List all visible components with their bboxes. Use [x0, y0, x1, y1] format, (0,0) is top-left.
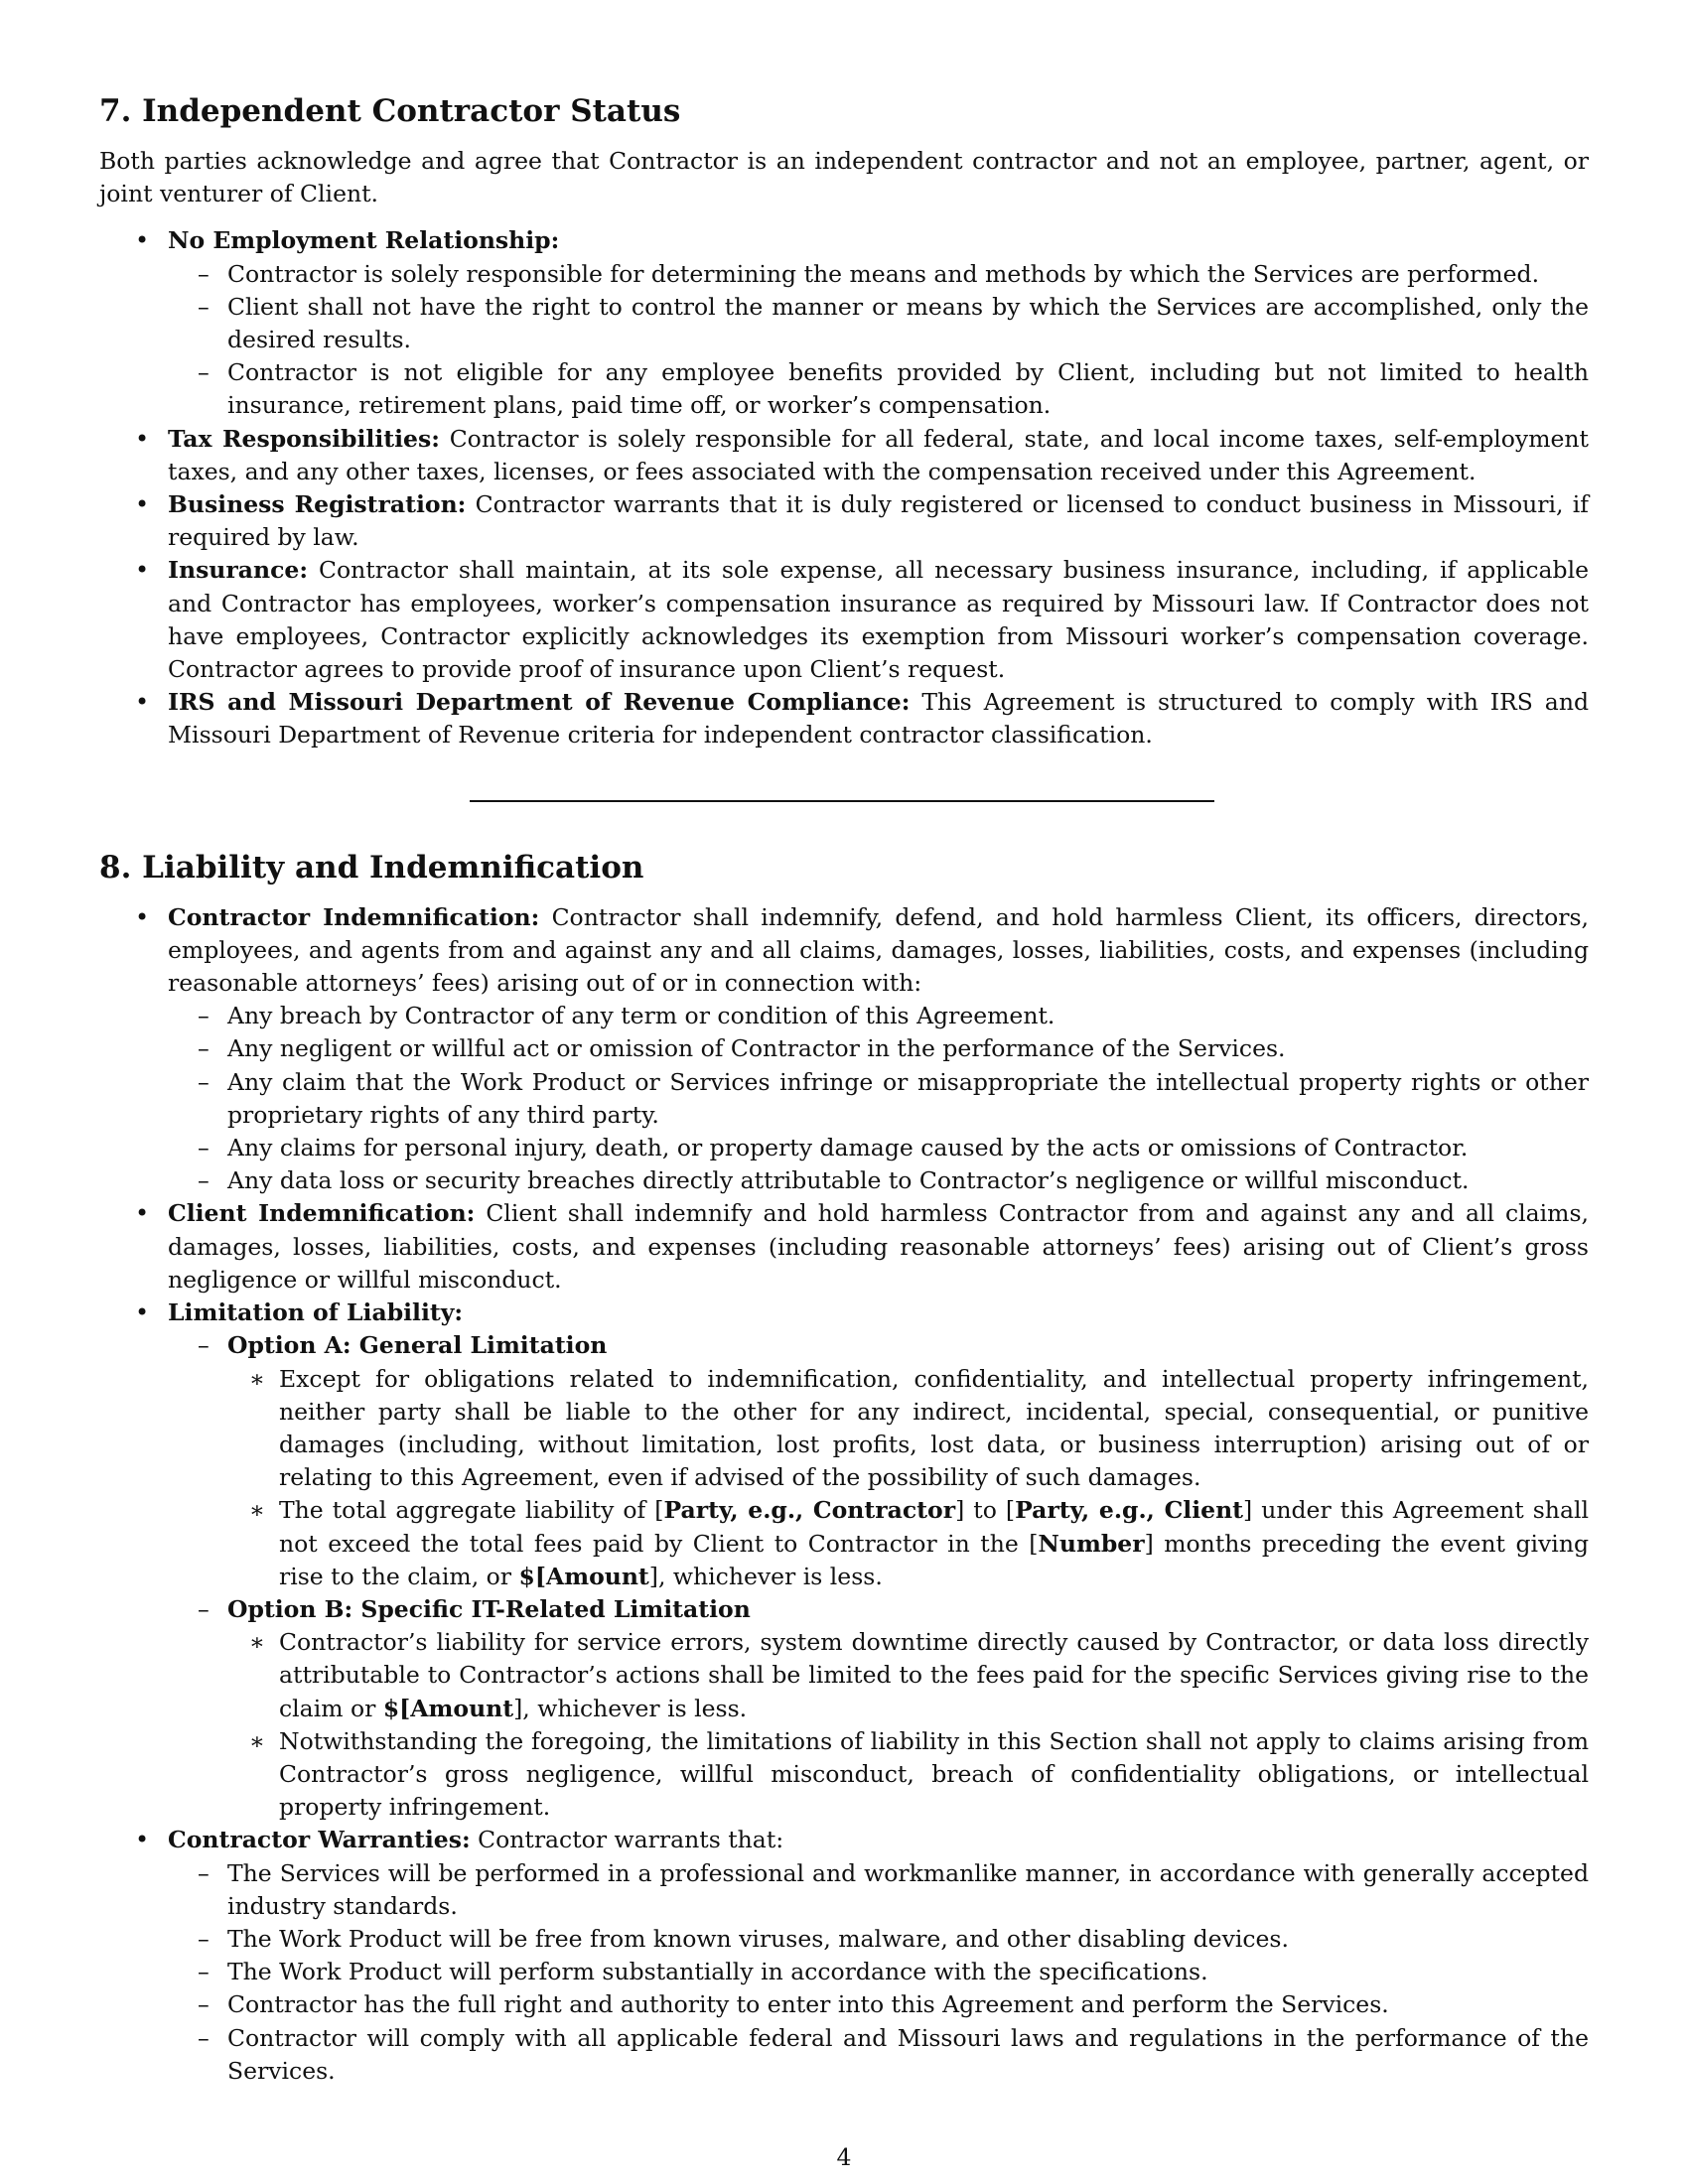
list-item	[99, 686, 1589, 751]
sub-sub-list-item: ∗ Notwithstanding the foregoing, the limitations of liability in this Section shall not apply to claims arising from Contractor’s gross negligence, willful misconduct, breach of confidentiality obligations, or intellectual property infringement.	[227, 1725, 1589, 1825]
sub-list-item: – Any breach by Contractor of any term or condition of this Agreement.	[168, 1000, 1589, 1032]
document-page	[99, 91, 1589, 2088]
item-label: IRS and Missouri Department of Revenue Compliance:	[168, 688, 911, 717]
item-label: Limitation of Liability:	[168, 1298, 464, 1327]
text-fragment: , whichever is less.	[522, 1694, 748, 1722]
sub-list	[168, 1329, 1589, 1824]
sub-sub-list-item: ∗ Contractor’s liability for service errors, system downtime directly caused by Contractor, or data loss directly attributable to Contractor’s actions shall be limited to the fees paid for the specific Services giving rise to the claim or $[Amount], whichever is less.	[227, 1626, 1589, 1725]
sub-sub-list-item: ∗ Except for obligations related to indemnification, confidentiality, and intellectual property infringement, neither party shall be liable to the other for any indirect, incidental, special, consequential, or punitive damages (including, without limitation, lost profits, lost data, or business interruption) arising out of or relating to this Agreement, even if advised of the possibility of such damages.	[227, 1363, 1589, 1495]
sub-list-item	[168, 1593, 1589, 1824]
item-text: Contractor shall maintain, at its sole expense, all necessary business insurance, including, if applicable and Contractor has employees, worker’s compensation insurance as required by Missouri law. If Contractor does not have employees, Contractor explicitly acknowledges its exemption from Missouri worker’s compensation coverage. Contractor agrees to provide proof of insurance upon Client’s request.	[168, 556, 1589, 684]
item-text: Contractor warrants that it is duly registered or licensed to conduct business in Missouri, if required by law.	[168, 490, 1589, 552]
option-a-label: Option A: General Limitation	[227, 1331, 608, 1360]
sub-list-item: – Contractor has the full right and authority to enter into this Agreement and perform the Services.	[168, 1988, 1589, 2021]
item-label: Client Indemnification:	[168, 1199, 476, 1228]
item-text: Contractor warrants that:	[478, 1826, 784, 1854]
placeholder-party-client: Party, e.g., Client	[1015, 1496, 1244, 1525]
sub-list-item: – The Work Product will perform substantially in accordance with the specifications.	[168, 1956, 1589, 1988]
sub-list-item: – Any data loss or security breaches directly attributable to Contractor’s negligence or willful misconduct.	[168, 1164, 1589, 1197]
list-item	[99, 488, 1589, 554]
section-7-list	[99, 224, 1589, 751]
item-text: Contractor shall indemnify, defend, and hold harmless Client, its officers, directors, employees, and agents from and against any and all claims, damages, losses, liabilities, costs, and expenses (including reasonable attorneys’ fees) arising out of or in connection with:	[168, 902, 1589, 998]
sub-list-item: – Any negligent or willful act or omission of Contractor in the performance of the Services.	[168, 1032, 1589, 1065]
text-fragment: months preceding the event giving rise to the claim, or	[279, 1529, 1589, 1590]
sub-list-item: – The Work Product will be free from known viruses, malware, and other disabling devices.	[168, 1923, 1589, 1956]
sub-list-item: – Contractor is solely responsible for determining the means and methods by which the Services are performed.	[168, 258, 1589, 291]
list-item	[99, 1297, 1589, 1824]
sub-list-item: – Contractor will comply with all applicable federal and Missouri laws and regulations in the performance of the Services.	[168, 2022, 1589, 2088]
sub-sub-list	[227, 1626, 1589, 1824]
list-item	[99, 554, 1589, 686]
item-text: This Agreement is structured to comply with IRS and Missouri Department of Revenue criteria for independent contractor classification.	[168, 688, 1589, 750]
item-label: Insurance:	[168, 556, 309, 585]
sub-list-item: – Any claims for personal injury, death, or property damage caused by the acts or omissions of Contractor.	[168, 1132, 1589, 1164]
item-label: Contractor Warranties:	[168, 1826, 471, 1854]
text-fragment: The total aggregate liability of	[279, 1496, 655, 1525]
sub-list-item	[168, 1329, 1589, 1593]
list-item	[99, 423, 1589, 488]
section-7-heading: 7. Independent Contractor Status	[99, 93, 681, 129]
list-item	[99, 1824, 1589, 2088]
text-fragment: , whichever is less.	[657, 1562, 883, 1590]
placeholder-number: Number	[1038, 1529, 1145, 1558]
sub-list-item: – Contractor is not eligible for any employee benefits provided by Client, including but not limited to health insurance, retirement plans, paid time off, or worker’s compensation.	[168, 356, 1589, 422]
section-divider	[470, 800, 1214, 802]
section-8-list	[99, 901, 1589, 2088]
section-8-heading: 8. Liability and Indemnification	[99, 849, 644, 886]
item-label: Contractor Indemnification:	[168, 902, 540, 931]
sub-sub-list	[227, 1363, 1589, 1593]
text-fragment: Contractor’s liability for service errors, system downtime directly caused by Contractor, or data loss directly attributable to Contractor’s actions shall be limited to the fees paid for the specific Services giving rise to the claim or	[279, 1628, 1589, 1722]
sub-list-item: – The Services will be performed in a professional and workmanlike manner, in accordance with generally accepted industry standards.	[168, 1857, 1589, 1923]
placeholder-amount: Amount	[410, 1694, 514, 1722]
item-label: Tax Responsibilities:	[168, 424, 440, 453]
option-b-label: Option B: Specific IT-Related Limitation	[227, 1594, 751, 1623]
item-text: Client shall indemnify and hold harmless Contractor from and against any and all claims, damages, losses, liabilities, costs, and expenses (including reasonable attorneys’ fees) arising out of Client’s gross negligence or willful misconduct.	[168, 1199, 1589, 1294]
text-fragment: under this Agreement shall not exceed the total fees paid by Client to Contractor in the	[279, 1496, 1589, 1558]
sub-sub-list-item: ∗ The total aggregate liability of [Party, e.g., Contractor] to [Party, e.g., Client] under this Agreement shall not exceed the total fees paid by Client to Contractor in the [Number] months preceding the event giving rise to the claim, or $[Amount], whichever is less.	[227, 1494, 1589, 1593]
page-number: 4	[836, 2143, 852, 2171]
sub-list-item: – Any claim that the Work Product or Services infringe or misappropriate the intellectual property rights or other proprietary rights of any third party.	[168, 1066, 1589, 1132]
placeholder-amount: Amount	[545, 1562, 649, 1590]
item-label: Business Registration:	[168, 490, 467, 519]
item-label: No Employment Relationship:	[168, 226, 560, 255]
sub-list	[168, 1857, 1589, 2088]
item-text: Contractor is solely responsible for all federal, state, and local income taxes, self-employment taxes, and any other taxes, licenses, or fees associated with the compensation received under this Agreement.	[168, 424, 1589, 485]
section-7-intro: Both parties acknowledge and agree that Contractor is an independent contractor and not an employee, partner, agent, or joint venturer of Client.	[99, 147, 1589, 208]
list-item	[99, 224, 1589, 422]
text-fragment: to	[964, 1496, 1006, 1525]
sub-list	[168, 1000, 1589, 1197]
placeholder-party-contractor: Party, e.g., Contractor	[663, 1496, 956, 1525]
sub-list-item: – Client shall not have the right to control the manner or means by which the Services are accomplished, only the desired results.	[168, 291, 1589, 356]
list-item	[99, 1197, 1589, 1297]
sub-list	[168, 258, 1589, 423]
list-item	[99, 901, 1589, 1198]
